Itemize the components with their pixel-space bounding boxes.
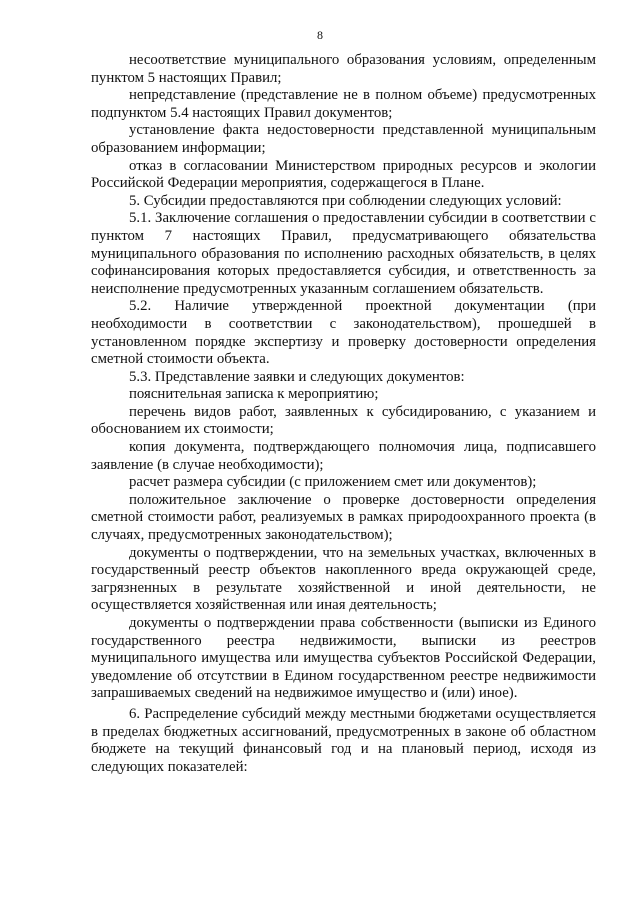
paragraph-doc-ownership: документы о подтверждении права собственности (выписки из Единого государственного реестра недвижимости, выписки из реестров муниципального имущества или имущества субъектов Российской Федерации, уведомление об отсутствии в Едином государственном реестре недвижимости запрашиваемых сведений на недвижимое имущество и (или) иное). (91, 615, 596, 702)
paragraph-ground-missing-documents: непредставление (представление не в полном объеме) предусмотренных подпунктом 5.4 настоящих Правил документов; (91, 87, 596, 121)
document-body (91, 52, 596, 776)
paragraph-doc-authority-copy: копия документа, подтверждающего полномочия лица, подписавшего заявление (в случае необходимости); (91, 439, 596, 473)
paragraph-clause-6: 6. Распределение субсидий между местными бюджетами осуществляется в пределах бюджетных ассигнований, предусмотренных в законе об областном бюджете на текущий финансовый год и на плановый период, исходя из следующих показателей: (91, 705, 596, 775)
paragraph-doc-land-activity: документы о подтверждении, что на земельных участках, включенных в государственный реестр объектов накопленного вреда окружающей среде, загрязненных в результате хозяйственной и иной деятельности, не осуществляется хозяйственная или иная деятельность; (91, 544, 596, 614)
paragraph-ground-ministry-refusal: отказ в согласовании Министерством природных ресурсов и экологии Российской Федерации мероприятия, содержащегося в Плане. (91, 157, 596, 192)
paragraph-doc-works-list: перечень видов работ, заявленных к субсидированию, с указанием и обоснованием их стоимости; (91, 403, 596, 438)
paragraph-doc-cost-verification: положительное заключение о проверке достоверности определения сметной стоимости работ, реализуемых в рамках природоохранного проекта (в случаях, предусмотренных законодательством); (91, 491, 596, 544)
paragraph-doc-explanatory-note: пояснительная записка к мероприятию; (129, 386, 379, 403)
paragraph-clause-5-2: 5.2. Наличие утвержденной проектной документации (при необходимости в соответствии с законодательством), прошедшей в установленном порядке экспертизу и проверку достоверности определения сметной стоимости объекта. (91, 298, 596, 368)
paragraph-clause-5: 5. Субсидии предоставляются при соблюдении следующих условий: (129, 192, 562, 209)
paragraph-clause-5-3: 5.3. Представление заявки и следующих документов: (129, 368, 465, 385)
paragraph-clause-5-1: 5.1. Заключение соглашения о предоставлении субсидии в соответствии с пунктом 7 настоящих Правил, предусматривающего обязательства муниципального образования по исполнению расходных обязательств, в целях софинансирования которых предоставляется субсидия, и ответственность за неисполнение предусмотренных указанным соглашением обязательств. (91, 210, 596, 297)
paragraph-doc-subsidy-calculation: расчет размера субсидии (с приложением смет или документов); (129, 474, 537, 491)
page-number: 8 (317, 28, 323, 42)
paragraph-ground-noncompliance: несоответствие муниципального образования условиям, определенным пунктом 5 настоящих Правил; (91, 52, 596, 86)
paragraph-ground-false-information: установление факта недостоверности представленной муниципальным образованием информации; (91, 122, 596, 156)
